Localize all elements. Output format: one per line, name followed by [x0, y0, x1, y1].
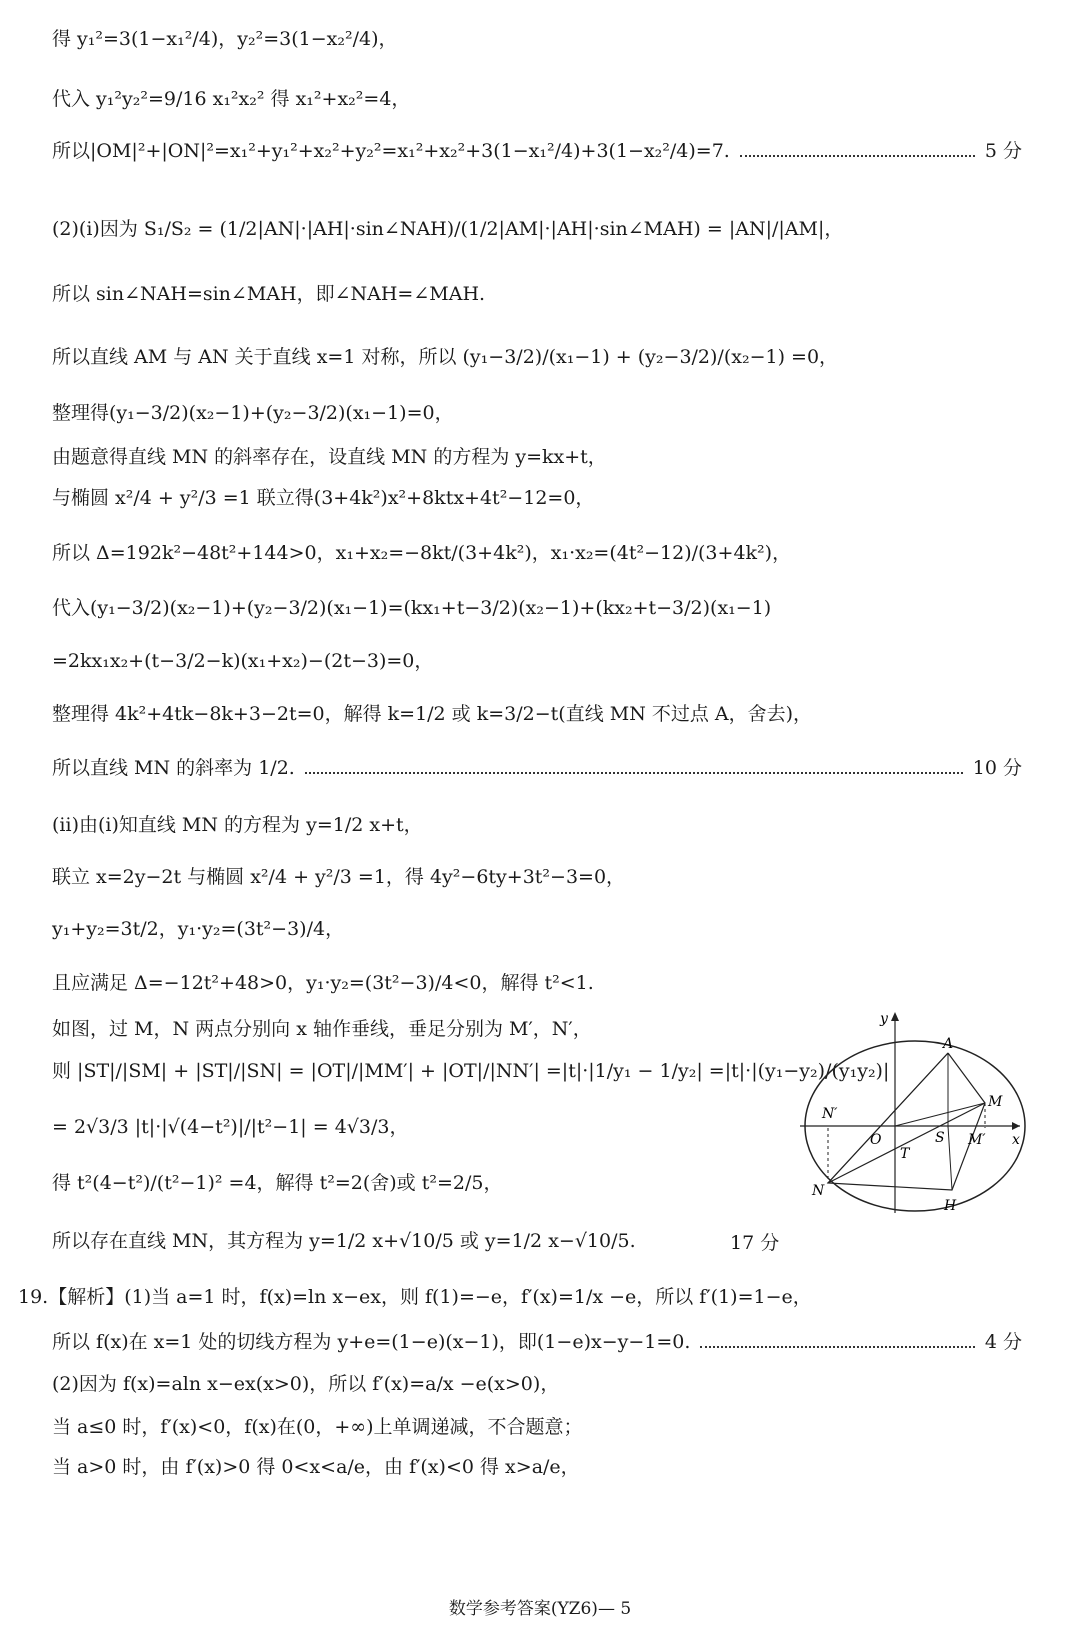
ellipse-diagram — [800, 1008, 1030, 1218]
text-line: 代入(y₁−3/2)(x₂−1)+(y₂−3/2)(x₁−1)=(kx₁+t−3/2)(x₂−1)+(kx₂+t−3/2)(x₁−1) — [52, 597, 772, 619]
x-axis-arrow — [1012, 1122, 1020, 1130]
label-T: T — [900, 1146, 910, 1162]
text-line: 所以 f(x)在 x=1 处的切线方程为 y+e=(1−e)(x−1)，即(1−e)x−y−1=0. — [52, 1331, 691, 1353]
dotted-leader — [305, 771, 963, 774]
text-line: 与椭圆 x²/4 + y²/3 =1 联立得(3+4k²)x²+8ktx+4t²−12=0， — [52, 487, 595, 509]
text-line: 所以 sin∠NAH=sin∠MAH，即∠NAH=∠MAH. — [52, 283, 486, 305]
label-O: O — [870, 1132, 882, 1148]
text-line: 所以 Δ=192k²−48t²+144>0，x₁+x₂=−8kt/(3+4k²)，x₁·x₂=(4t²−12)/(3+4k²)， — [52, 542, 792, 564]
text-line: 所以直线 MN 的斜率为 1/2. — [52, 757, 295, 779]
text-line: 得 y₁²=3(1−x₁²/4)，y₂²=3(1−x₂²/4)， — [52, 28, 398, 50]
label-y: y — [880, 1011, 888, 1027]
text-line: =2kx₁x₂+(t−3/2−k)(x₁+x₂)−(2t−3)=0， — [52, 650, 434, 672]
score-line — [52, 1331, 1022, 1354]
text-line: 整理得 4k²+4tk−8k+3−2t=0，解得 k=1/2 或 k=3/2−t(直线 MN 不过点 A，舍去)， — [52, 703, 813, 725]
score-label: 17 分 — [730, 1232, 780, 1254]
text-line: 由题意得直线 MN 的斜率存在，设直线 MN 的方程为 y=kx+t， — [52, 446, 607, 468]
text-line: 代入 y₁²y₂²=9/16 x₁²x₂² 得 x₁²+x₂²=4， — [52, 88, 411, 110]
dotted-leader — [740, 154, 975, 157]
label-M: M — [988, 1094, 1003, 1110]
score-line — [52, 757, 1022, 780]
score-line — [52, 140, 1022, 163]
line-MN — [828, 1103, 985, 1183]
text-line: 如图，过 M，N 两点分别向 x 轴作垂线，垂足分别为 M′，N′， — [52, 1018, 592, 1040]
text-line: 所以存在直线 MN，其方程为 y=1/2 x+√10/5 或 y=1/2 x−√10/5. — [52, 1230, 636, 1252]
score-label: 10 分 — [972, 757, 1022, 779]
text-line: 19.【解析】(1)当 a=1 时，f(x)=ln x−ex，则 f(1)=−e，f′(x)=1/x −e，所以 f′(1)=1−e， — [18, 1286, 812, 1308]
score-label: 4 分 — [984, 1331, 1022, 1353]
text-line: 当 a≤0 时，f′(x)<0，f(x)在(0，+∞)上单调递减，不合题意； — [52, 1416, 583, 1438]
label-H: H — [944, 1198, 957, 1214]
text-line: 当 a>0 时，由 f′(x)>0 得 0<x<a/e，由 f′(x)<0 得 x>a/e， — [52, 1456, 580, 1478]
text-line: 得 t²(4−t²)/(t²−1)² =4，解得 t²=2(舍)或 t²=2/5， — [52, 1172, 503, 1194]
text-line: 联立 x=2y−2t 与椭圆 x²/4 + y²/3 =1，得 4y²−6ty+3t²−3=0， — [52, 866, 626, 888]
label-N-prime: N′ — [822, 1106, 838, 1122]
label-x: x — [1012, 1132, 1020, 1148]
quadrilateral-AMHN — [828, 1053, 985, 1190]
text-line: 则 |ST|/|SM| + |ST|/|SN| = |OT|/|MM′| + |OT|/|NN′| =|t|·|1/y₁ − 1/y₂| =|t|·|(y₁−y₂)/(y₁y₂)| — [52, 1060, 890, 1082]
text-line: 整理得(y₁−3/2)(x₂−1)+(y₂−3/2)(x₁−1)=0， — [52, 402, 454, 424]
text-line: 所以直线 AM 与 AN 关于直线 x=1 对称，所以 (y₁−3/2)/(x₁−1) + (y₂−3/2)/(x₂−1) =0， — [52, 346, 839, 368]
text-line: (2)(ⅰ)因为 S₁/S₂ = (1/2|AN|·|AH|·sin∠NAH)/(1/2|AM|·|AH|·sin∠MAH) = |AN|/|AM|， — [52, 218, 844, 240]
text-line: y₁+y₂=3t/2，y₁·y₂=(3t²−3)/4， — [52, 918, 345, 940]
label-S: S — [935, 1130, 945, 1146]
line-SH — [948, 1126, 952, 1190]
page-footer: 数学参考答案(YZ6)— 5 — [448, 1599, 632, 1619]
line-OM — [895, 1103, 985, 1126]
text-line: (2)因为 f(x)=aln x−ex(x>0)，所以 f′(x)=a/x −e(x>0)， — [52, 1373, 560, 1395]
label-M-prime: M′ — [968, 1132, 986, 1148]
score-label: 5 分 — [984, 140, 1022, 162]
label-A: A — [943, 1036, 954, 1052]
label-N: N — [812, 1183, 825, 1199]
text-line: 且应满足 Δ=−12t²+48>0，y₁·y₂=(3t²−3)/4<0，解得 t²<1. — [52, 972, 594, 994]
text-line: 所以|OM|²+|ON|²=x₁²+y₁²+x₂²+y₂²=x₁²+x₂²+3(1−x₁²/4)+3(1−x₂²/4)=7. — [52, 140, 730, 162]
line-NA — [828, 1053, 948, 1183]
text-line: = 2√3/3 |t|·|√(4−t²)|/|t²−1| = 4√3/3， — [52, 1116, 409, 1138]
text-line: (ⅱ)由(ⅰ)知直线 MN 的方程为 y=1/2 x+t， — [52, 814, 423, 836]
dotted-leader — [700, 1345, 974, 1348]
y-axis-arrow — [891, 1012, 899, 1021]
